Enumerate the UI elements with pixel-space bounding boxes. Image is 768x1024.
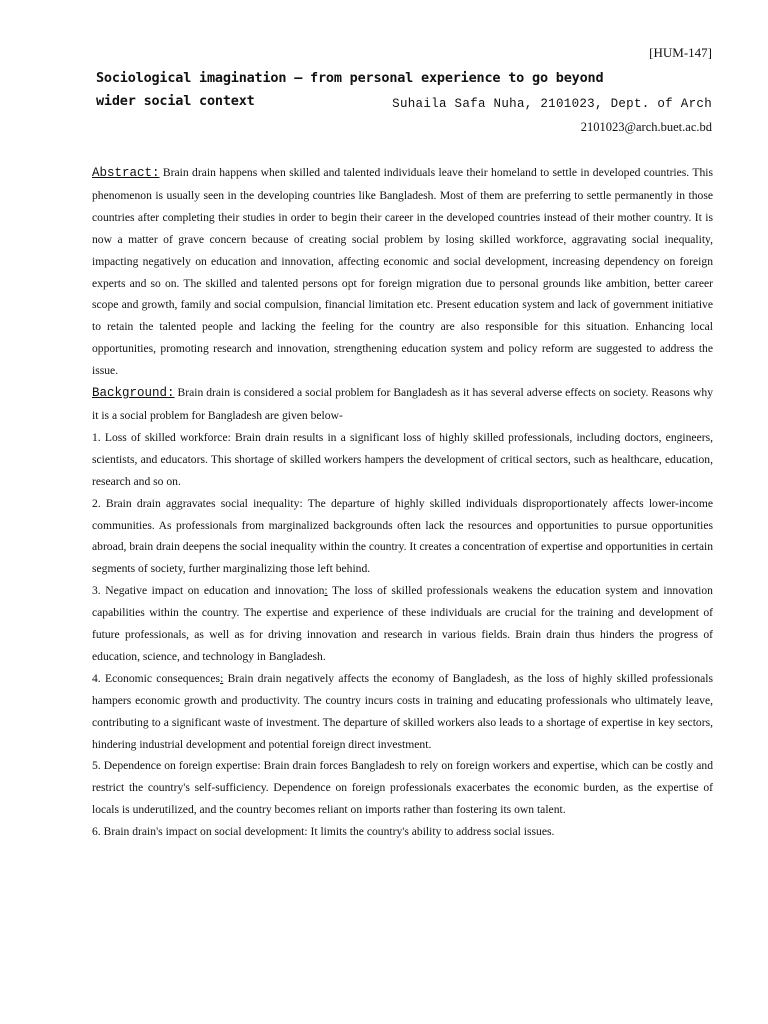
list-item — [92, 580, 713, 668]
point-sep: : — [227, 430, 231, 444]
document-body — [92, 162, 713, 843]
course-code: [HUM-147] — [649, 45, 712, 60]
background-label: Background: — [92, 386, 175, 401]
point-text: Brain drain results in a significant loss of highly skilled professionals, including doctors, engineers, scientists, and educators. This shortage of skilled workers hampers the development of critical sectors, such as healthcare, education, research and so on. — [92, 430, 713, 488]
point-text: Brain drain negatively affects the economy of Bangladesh, as the loss of highly skilled professionals hampers economic growth and productivity. The country incurs costs in training and educating professionals who ultimately leave, contributing to a significant waste of investment. The departure of skilled workers also leads to a shortage of expertise in key sectors, hindering industrial development and potential foreign direct investment. — [92, 671, 713, 751]
point-sep: : — [324, 584, 328, 598]
point-text: The loss of skilled professionals weakens the education system and innovation capabilities within the country. The expertise and experience of these individuals are crucial for the training and development of future professionals, as well as for driving innovation and research in various fields. Brain drain thus hinders the progress of education, science, and technology in Bangladesh. — [92, 584, 713, 663]
point-head: 5. Dependence on foreign expertise — [92, 759, 258, 773]
point-head: 1. Loss of skilled workforce — [92, 430, 228, 444]
list-item — [92, 427, 713, 493]
point-text: Brain drain forces Bangladesh to rely on foreign workers and expertise, which can be costly and restrict the country's self-sufficiency. Dependence on foreign professionals exacerbates the economic burden, as the expertise of locals is underutilized, and the country becomes reliant on imports rather than fostering its own talent. — [92, 759, 713, 817]
abstract-text: Brain drain happens when skilled and talented individuals leave their homeland to settle in developed countries. This phenomenon is usually seen in the developing countries like Bangladesh. Most of them are preferring to settle permanently in those countries after completing their studies in order to begin their career in the developed countries instead of their mother country. It is now a matter of grave concern because of creating social problem by losing skilled workforce, aggravating social inequality, impacting negatively on education and innovation, affecting economic and social development, increasing dependency on foreign experts and so on. The skilled and talented persons opt for foreign migration due to personal grounds like ambition, better career scope and growth, family and social compulsion, financial limitation etc. Present education system and lack of government initiative to retain the talented people and lacking the feeling for the country are also responsible for this situation. Enhancing local opportunities, promoting research and innovation, strengthening education system and policy reform are suggested to address the issue. — [92, 166, 713, 378]
list-item — [92, 755, 713, 821]
author-line: Suhaila Safa Nuha, 2101023, Dept. of Arch — [392, 97, 712, 111]
author-email: 2101023@arch.buet.ac.bd — [580, 120, 712, 134]
point-sep: : — [299, 496, 303, 510]
point-head: 6. Brain drain's impact on social development — [92, 825, 305, 839]
point-text: It limits the country's ability to address social issues. — [307, 825, 555, 839]
abstract-label: Abstract: — [92, 166, 160, 180]
page-title: Sociological imagination – from personal experience to go beyond wider social context — [96, 70, 604, 109]
point-head: 3. Negative impact on education and innovation — [92, 584, 325, 598]
list-item — [92, 668, 713, 756]
point-sep: : — [220, 671, 224, 685]
point-head: 2. Brain drain aggravates social inequality — [92, 496, 300, 510]
point-sep: : — [304, 825, 308, 839]
abstract-paragraph — [92, 162, 713, 382]
point-sep: : — [257, 759, 261, 773]
list-item — [92, 821, 713, 843]
point-text: The departure of highly skilled individuals disproportionately affects lower-income communities. As professionals from marginalized backgrounds often lack the resources and opportunities to pursue opportunities abroad, brain drain deepens the social inequality within the country. It creates a concentration of expertise and opportunities in certain segments of society, further marginalizing those left behind. — [92, 496, 713, 576]
point-head: 4. Economic consequences — [92, 671, 221, 685]
background-text: Brain drain is considered a social problem for Bangladesh as it has several adverse effects on society. Reasons why it is a social problem for Bangladesh are given below- — [92, 386, 713, 422]
list-item — [92, 493, 713, 581]
background-paragraph — [92, 382, 713, 427]
